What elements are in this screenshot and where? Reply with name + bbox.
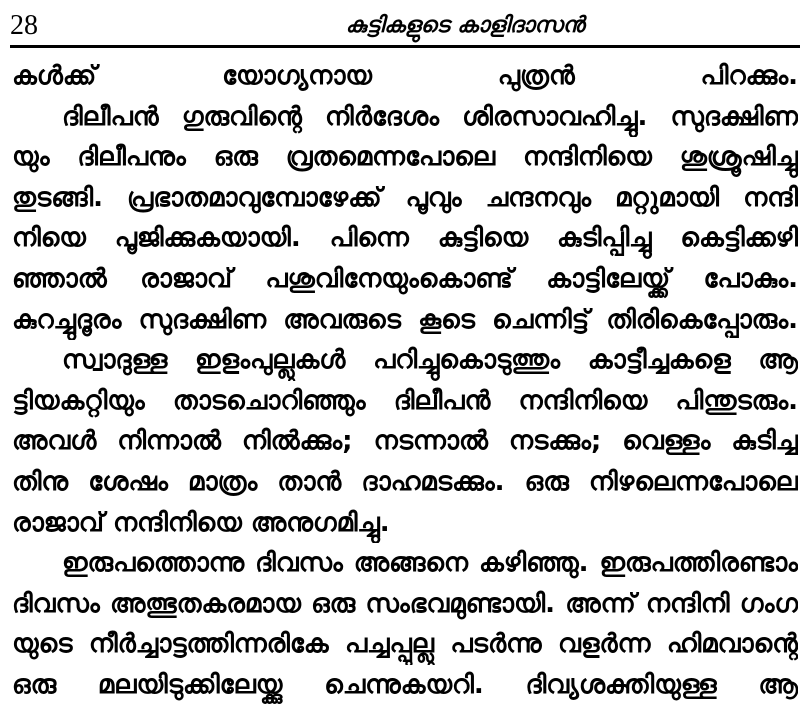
header-rule	[10, 45, 800, 48]
text-line: സ്വാദുള്ള ഇളംപുല്ലുകൾ പറിച്ചുകൊടുത്തും കാട്ടീച്ചകളെ ആ	[62, 345, 798, 376]
body-text	[12, 56, 798, 706]
text-line: ദിലീപൻ ഗുരുവിന്റെ നിർദേശം ശിരസാവഹിച്ചു. സുദക്ഷിണ	[62, 101, 798, 132]
text-line: ഇരുപത്തൊന്നു ദിവസം അങ്ങനെ കഴിഞ്ഞു. ഇരുപത്തിരണ്ടാം	[62, 548, 798, 579]
text-line: കൾക്ക് യോഗ്യനായ പുത്രൻ പിറക്കും.	[12, 61, 798, 91]
text-line: യുടെ നീർച്ചാട്ടത്തിന്നരികേ പച്ചപ്പുല്ലു പടർന്നു വളർന്ന ഹിമവാന്റെ	[12, 629, 798, 660]
page-number: 28	[10, 10, 38, 41]
text-line: തിനു ശേഷം മാത്രം താൻ ദാഹമടക്കും. ഒരു നിഴലെന്നപോലെ	[12, 466, 798, 497]
text-line: രാജാവ് നന്ദിനിയെ അനുഗമിച്ചു.	[12, 507, 390, 538]
running-title: കുട്ടികളുടെ കാളിദാസൻ	[345, 13, 585, 38]
text-line: ട്ടിയകറ്റിയും താടചൊറിഞ്ഞും ദിലീപൻ നന്ദിനിയെ പിന്തുടരും.	[12, 385, 798, 416]
text-line: യും ദിലീപനും ഒരു വ്രതമെന്നപോലെ നന്ദിനിയെ ശുശ്രൂഷിച്ചു	[12, 142, 798, 173]
text-line: കുറച്ചുദൂരം സുദക്ഷിണ അവരുടെ കൂടെ ചെന്നിട്ട് തിരികെപ്പോരും.	[12, 304, 798, 335]
text-line: ദിവസം അത്ഭുതകരമായ ഒരു സംഭവമുണ്ടായി. അന്ന് നന്ദിനി ഗംഗ	[12, 588, 798, 619]
text-line: ഒരു മലയിടുക്കിലേയ്ക്കു ചെന്നുകയറി. ദിവ്യശക്തിയുള്ള ആ	[12, 669, 798, 700]
text-line: നിയെ പൂജിക്കുകയായി. പിന്നെ കുട്ടിയെ കുടിപ്പിച്ചു കെട്ടിക്കഴി	[12, 223, 798, 254]
page-header	[10, 8, 800, 48]
text-line: അവൾ നിന്നാൽ നിൽക്കും; നടന്നാൽ നടക്കും; വെള്ളം കുടിച്ച	[12, 426, 798, 457]
text-line: ഞ്ഞാൽ രാജാവ് പശുവിനേയുംകൊണ്ട് കാട്ടിലേയ്ക്ക് പോകും.	[12, 263, 798, 294]
text-line: തുടങ്ങി. പ്രഭാതമാവുമ്പോഴേക്ക് പൂവും ചന്ദനവും മറ്റുമായി നന്ദി	[12, 182, 798, 213]
